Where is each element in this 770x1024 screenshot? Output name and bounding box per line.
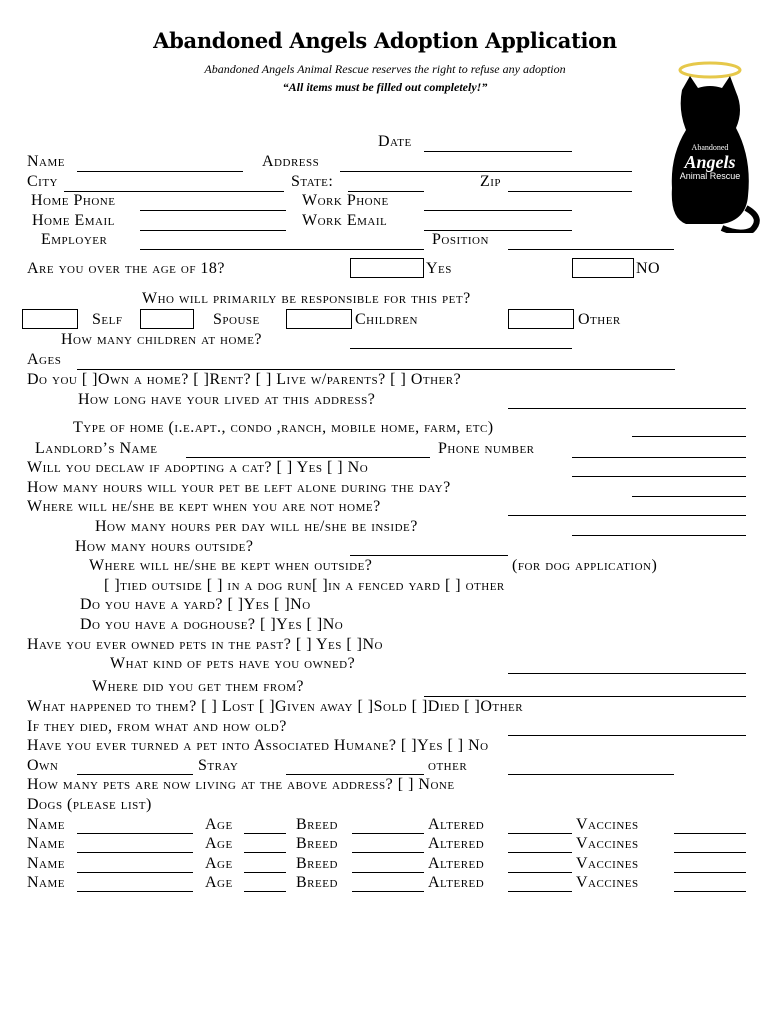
inside-question: How many hours per day will he/she be inside?	[95, 518, 418, 535]
age-question: Are you over the age of 18?	[27, 260, 226, 277]
age-no-box[interactable]	[572, 258, 634, 278]
responsible-question: Who will primarily be responsible for this pet?	[142, 290, 471, 307]
children-box[interactable]	[286, 309, 352, 329]
home-type-question: Type of home (i.e.apt., condo ,ranch, mobile home, farm, etc)	[73, 419, 494, 436]
alone-field[interactable]	[632, 496, 746, 497]
spouse-box[interactable]	[140, 309, 194, 329]
home-email-field[interactable]	[140, 230, 286, 231]
dog-name-field[interactable]	[77, 891, 193, 892]
dogs-list-label: Dogs (please list)	[27, 796, 152, 813]
dog-altered-field[interactable]	[508, 833, 572, 834]
home-email-label: Home Email	[32, 212, 115, 229]
logo-line2: Angels	[684, 152, 736, 172]
city-label: City	[27, 173, 58, 190]
dog-name-label: Name	[27, 835, 65, 852]
dog-vaccines-label: Vaccines	[576, 835, 639, 852]
date-label: Date	[378, 133, 412, 150]
dog-application-note: (for dog application)	[512, 557, 658, 574]
lived-field[interactable]	[508, 408, 746, 409]
phone-number-label: Phone number	[438, 440, 535, 457]
dog-vaccines-field[interactable]	[674, 833, 746, 834]
own-home-question: Do you [ ]Own a home? [ ]Rent? [ ] Live w/parents? [ ] Other?	[27, 371, 462, 388]
where-field[interactable]	[424, 696, 746, 697]
outside-field[interactable]	[350, 555, 508, 556]
dog-altered-field[interactable]	[508, 872, 572, 873]
stray-field[interactable]	[286, 774, 424, 775]
ages-field[interactable]	[77, 369, 675, 370]
date-field[interactable]	[424, 151, 572, 152]
dog-age-label: Age	[205, 874, 233, 891]
zip-label: Zip	[480, 173, 502, 190]
dog-altered-label: Altered	[428, 835, 485, 852]
dog-name-field[interactable]	[77, 872, 193, 873]
happened-question: What happened to them? [ ] Lost [ ]Given away [ ]Sold [ ]Died [ ]Other	[27, 698, 524, 715]
dog-altered-field[interactable]	[508, 891, 572, 892]
home-phone-label: Home Phone	[31, 192, 116, 209]
owned-question: Have you ever owned pets in the past? [ ] Yes [ ]No	[27, 636, 383, 653]
age-yes-label: Yes	[426, 260, 452, 277]
dog-name-field[interactable]	[77, 852, 193, 853]
dog-age-label: Age	[205, 855, 233, 872]
address-field[interactable]	[340, 171, 632, 172]
dog-name-label: Name	[27, 855, 65, 872]
work-phone-field[interactable]	[424, 210, 572, 211]
self-box[interactable]	[22, 309, 78, 329]
dog-altered-label: Altered	[428, 855, 485, 872]
dog-vaccines-field[interactable]	[674, 872, 746, 873]
living-question: How many pets are now living at the above address? [ ] None	[27, 776, 455, 793]
dog-age-field[interactable]	[244, 833, 286, 834]
work-phone-label: Work Phone	[302, 192, 389, 209]
state-label: State:	[291, 173, 334, 190]
died-field[interactable]	[508, 735, 746, 736]
dog-name-label: Name	[27, 816, 65, 833]
dog-name-field[interactable]	[77, 833, 193, 834]
dog-vaccines-label: Vaccines	[576, 855, 639, 872]
dog-age-field[interactable]	[244, 872, 286, 873]
dog-breed-label: Breed	[296, 874, 338, 891]
landlord-phone-field[interactable]	[572, 457, 746, 458]
own-label: Own	[27, 757, 59, 774]
alone-question: How many hours will your pet be left alone during the day?	[27, 479, 451, 496]
where-question: Where did you get them from?	[92, 678, 305, 695]
inside-field[interactable]	[572, 535, 746, 536]
position-label: Position	[432, 231, 489, 248]
dog-altered-label: Altered	[428, 874, 485, 891]
form-title: Abandoned Angels Adoption Application	[153, 28, 617, 53]
other-count-field[interactable]	[508, 774, 674, 775]
angels-cat-logo	[660, 58, 760, 233]
lived-question: How long have your lived at this address?	[78, 391, 376, 408]
logo-line1: Abandoned	[691, 143, 729, 152]
children-count-field[interactable]	[350, 348, 572, 349]
other-box[interactable]	[508, 309, 574, 329]
dog-breed-label: Breed	[296, 816, 338, 833]
dog-vaccines-field[interactable]	[674, 891, 746, 892]
kind-field[interactable]	[508, 673, 746, 674]
age-yes-box[interactable]	[350, 258, 424, 278]
dog-age-label: Age	[205, 835, 233, 852]
work-email-label: Work Email	[302, 212, 388, 229]
doghouse-question: Do you have a doghouse? [ ]Yes [ ]No	[80, 616, 344, 633]
died-question: If they died, from what and how old?	[27, 718, 287, 735]
declaw-question: Will you declaw if adopting a cat? [ ] Yes [ ] No	[27, 459, 369, 476]
dog-breed-field[interactable]	[352, 833, 424, 834]
outside-options: [ ]tied outside [ ] in a dog run[ ]in a fenced yard [ ] other	[104, 577, 505, 594]
outside-question: How many hours outside?	[75, 538, 254, 555]
dog-breed-label: Breed	[296, 855, 338, 872]
children-label: Children	[355, 311, 418, 328]
dog-name-label: Name	[27, 874, 65, 891]
home-type-field[interactable]	[632, 436, 746, 437]
address-label: Address	[262, 153, 320, 170]
position-field[interactable]	[508, 249, 674, 250]
yard-question: Do you have a yard? [ ]Yes [ ]No	[80, 596, 311, 613]
dog-age-field[interactable]	[244, 852, 286, 853]
declaw-field[interactable]	[572, 476, 746, 477]
form-subtitle: Abandoned Angels Animal Rescue reserves the right to refuse any adoption	[204, 62, 566, 76]
zip-field[interactable]	[508, 191, 632, 192]
kind-question: What kind of pets have you owned?	[110, 655, 356, 672]
children-count-question: How many children at home?	[61, 331, 263, 348]
other-lc-label: other	[428, 757, 468, 774]
dog-age-field[interactable]	[244, 891, 286, 892]
kept-field[interactable]	[508, 515, 746, 516]
kept-question: Where will he/she be kept when you are not home?	[27, 498, 381, 515]
other-label: Other	[578, 311, 621, 328]
dog-breed-field[interactable]	[352, 891, 424, 892]
employer-field[interactable]	[140, 249, 424, 250]
landlord-field[interactable]	[186, 457, 430, 458]
age-no-label: NO	[636, 260, 661, 277]
dog-vaccines-field[interactable]	[674, 852, 746, 853]
dog-breed-field[interactable]	[352, 852, 424, 853]
dog-age-label: Age	[205, 816, 233, 833]
dog-breed-label: Breed	[296, 835, 338, 852]
dog-vaccines-label: Vaccines	[576, 816, 639, 833]
stray-label: Stray	[198, 757, 239, 774]
dog-vaccines-label: Vaccines	[576, 874, 639, 891]
name-field[interactable]	[77, 171, 243, 172]
landlord-label: Landlord’s Name	[35, 440, 158, 457]
name-label: Name	[27, 153, 65, 170]
own-field[interactable]	[77, 774, 193, 775]
dog-breed-field[interactable]	[352, 872, 424, 873]
dog-altered-label: Altered	[428, 816, 485, 833]
spouse-label: Spouse	[213, 311, 260, 328]
ages-label: Ages	[27, 351, 62, 368]
form-notice: “All items must be filled out completely!”	[282, 80, 488, 94]
self-label: Self	[92, 311, 123, 328]
logo-line3: Animal Rescue	[679, 171, 741, 181]
turned-question: Have you ever turned a pet into Associated Humane? [ ]Yes [ ] No	[27, 737, 489, 754]
dog-altered-field[interactable]	[508, 852, 572, 853]
employer-label: Employer	[41, 231, 108, 248]
kept-outside-question: Where will he/she be kept when outside?	[89, 557, 373, 574]
home-phone-field[interactable]	[140, 210, 286, 211]
